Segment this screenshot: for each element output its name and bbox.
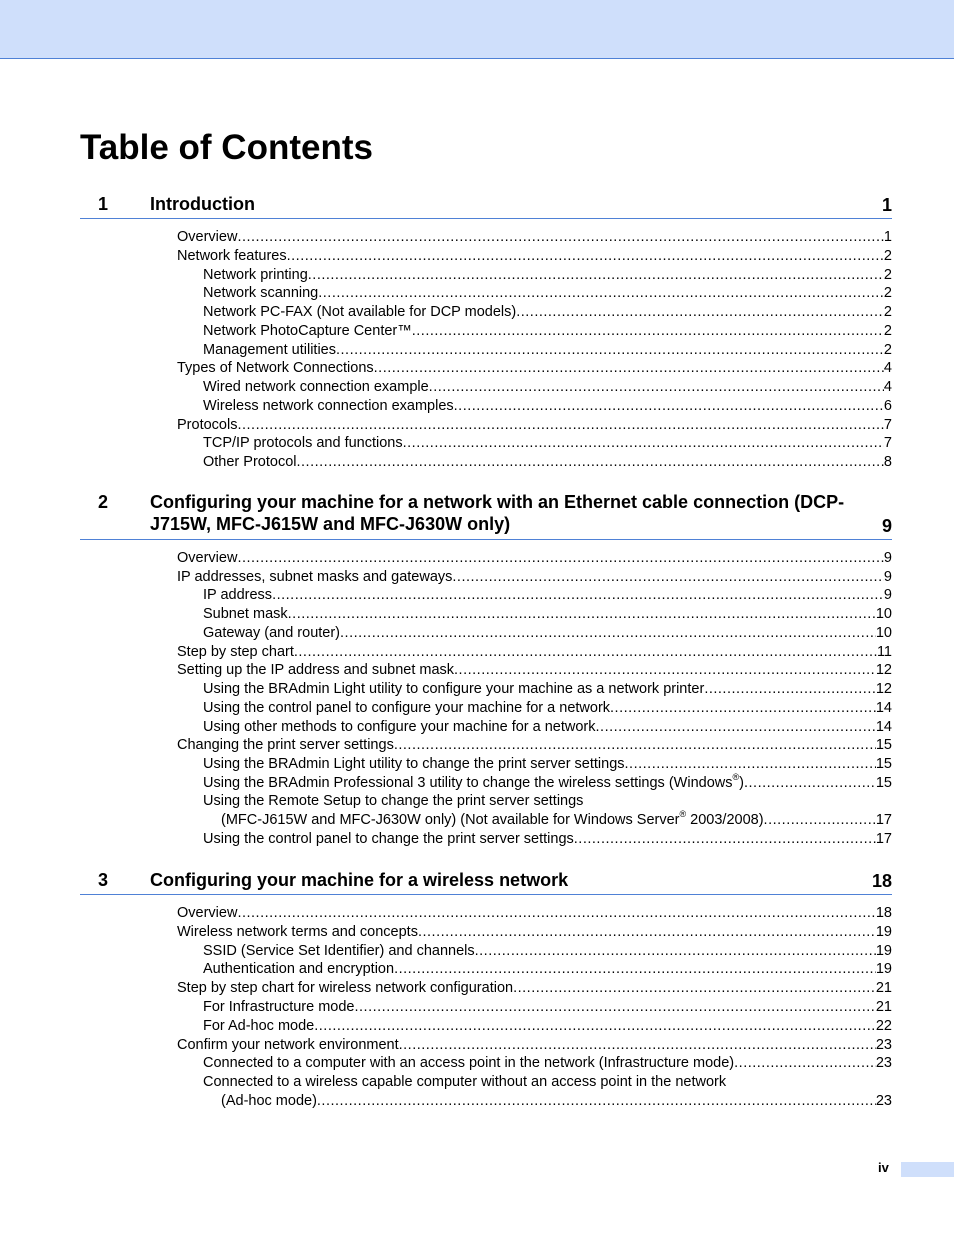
footer-tab <box>901 1162 954 1177</box>
toc-entry[interactable] <box>203 397 892 416</box>
toc-entry-title <box>203 397 454 416</box>
toc-entry-title <box>203 284 318 303</box>
dot-leader <box>429 378 884 397</box>
toc-entry[interactable] <box>177 979 892 998</box>
dot-leader <box>403 434 884 453</box>
toc-entry[interactable] <box>177 228 892 247</box>
dot-leader <box>513 979 876 998</box>
toc-entry-page: 22 <box>875 1017 892 1034</box>
toc-entry-page: 1 <box>883 229 892 245</box>
toc-entry-title <box>203 718 596 737</box>
toc-entry[interactable] <box>203 718 892 737</box>
chapter-page: 1 <box>881 195 892 215</box>
dot-leader <box>336 341 884 360</box>
toc-entry[interactable] <box>177 416 892 435</box>
toc-entry-page: 14 <box>875 699 892 716</box>
toc-entry-page: 21 <box>875 999 892 1015</box>
toc-entry[interactable] <box>203 453 892 472</box>
toc-entry-text: Using the control panel to configure your machine for a network <box>203 699 611 716</box>
dot-leader <box>314 1017 876 1036</box>
dot-leader <box>454 397 884 416</box>
toc-entry-page: 8 <box>883 454 892 471</box>
toc-entry-text: Authentication and encryption <box>203 961 395 978</box>
toc-entry-title <box>203 453 297 472</box>
toc-entry[interactable] <box>177 359 892 378</box>
chapter-page: 9 <box>881 516 892 536</box>
toc-entry-title <box>177 643 294 662</box>
toc-entry-title <box>177 549 237 568</box>
toc-entry[interactable] <box>203 266 892 285</box>
dot-leader <box>288 605 876 624</box>
toc-entry-text: Other Protocol <box>203 454 297 471</box>
dot-leader <box>412 322 884 341</box>
dot-leader <box>764 811 876 830</box>
toc-entry-page: 2 <box>883 285 892 302</box>
toc-entry-title <box>177 359 374 378</box>
dot-leader <box>475 942 876 961</box>
toc-entry-page: 14 <box>875 718 892 735</box>
toc-entry-text: Overview <box>177 229 238 245</box>
dot-leader <box>394 960 876 979</box>
dot-leader <box>394 736 876 755</box>
dot-leader <box>704 680 876 699</box>
dot-leader <box>237 228 883 247</box>
toc-entry[interactable] <box>203 830 892 849</box>
chapter-title: Introduction <box>150 194 255 214</box>
toc-entry-page: 9 <box>883 587 892 604</box>
toc-entry-page: 2 <box>883 322 892 339</box>
toc-entry-text: Protocols <box>177 416 238 433</box>
toc-entry-title <box>177 1036 399 1055</box>
toc-entry-text-suffix: ) <box>739 774 744 791</box>
chapter-1-heading[interactable] <box>80 193 892 219</box>
toc-entry-page: 9 <box>883 550 892 566</box>
toc-entry[interactable] <box>203 755 892 774</box>
toc-entry-text: (Ad-hoc mode) <box>221 1093 317 1109</box>
toc-entry-page: 23 <box>875 1036 892 1053</box>
dot-leader <box>516 303 884 322</box>
toc-entry[interactable] <box>177 549 892 568</box>
header-band <box>0 0 954 59</box>
toc-entry-page: 10 <box>875 606 892 623</box>
toc-entry-page: 7 <box>883 416 892 433</box>
toc-entry-title <box>203 942 475 961</box>
toc-entry-text: Network features <box>177 247 287 264</box>
toc-entry-title <box>177 247 287 266</box>
registered-mark: ® <box>679 809 687 820</box>
dot-leader <box>340 624 876 643</box>
toc-entry-text: TCP/IP protocols and functions <box>203 435 403 452</box>
toc-entry-text: Gateway (and router) <box>203 624 341 641</box>
dot-leader <box>355 998 876 1017</box>
dot-leader <box>317 1092 876 1111</box>
toc-entry-title <box>177 923 418 942</box>
toc-entry[interactable] <box>203 624 892 643</box>
toc-entry-title <box>203 266 308 285</box>
registered-mark: ® <box>732 771 740 782</box>
toc-entry-text: IP addresses, subnet masks and gateways <box>177 568 453 585</box>
toc-entry[interactable] <box>203 586 892 605</box>
toc-entry[interactable] <box>203 699 892 718</box>
toc-entry-text: Setting up the IP address and subnet mask <box>177 662 455 679</box>
toc-entry-title <box>221 1092 317 1111</box>
toc-entry-page: 6 <box>883 397 892 414</box>
toc-entry-text: Types of Network Connections <box>177 360 374 377</box>
toc-entry-text: Using the Remote Setup to change the print server settings <box>203 793 584 810</box>
toc-entry-page: 23 <box>875 1055 892 1072</box>
toc-entry-page: 12 <box>875 662 892 679</box>
toc-entry-title <box>177 416 237 435</box>
toc-entry[interactable] <box>203 771 892 793</box>
toc-entry-title <box>203 1073 726 1092</box>
toc-entry-page: 7 <box>883 435 892 452</box>
toc-entry-page: 4 <box>883 379 892 396</box>
toc-entry-page: 2 <box>883 341 892 358</box>
toc-entry-title <box>203 680 704 699</box>
toc-entry[interactable] <box>177 1036 892 1055</box>
dot-leader <box>237 904 875 923</box>
toc-entry-title <box>203 303 516 322</box>
toc-entry[interactable] <box>177 661 892 680</box>
dot-leader <box>625 755 876 774</box>
toc-entry-page: 21 <box>875 980 892 997</box>
toc-entry[interactable] <box>203 960 892 979</box>
chapter-number: 3 <box>98 870 109 890</box>
dot-leader <box>287 247 884 266</box>
toc-entry-title <box>203 771 744 793</box>
toc-entry-text: Step by step chart for wireless network configuration <box>177 980 514 997</box>
toc-entry-title <box>203 699 610 718</box>
toc-entry-title <box>177 979 513 998</box>
toc-entry-page: 23 <box>875 1093 892 1109</box>
toc-entry-title <box>177 568 452 587</box>
toc-entry-text: Connected to a wireless capable computer without an access point in the network <box>203 1074 727 1091</box>
dot-leader <box>374 359 884 378</box>
toc-entry-page: 4 <box>883 360 892 377</box>
dot-leader <box>297 453 884 472</box>
toc-entry[interactable] <box>203 942 892 961</box>
toc-entry-title <box>177 661 454 680</box>
toc-entry-title <box>203 960 394 979</box>
toc-entry-title <box>203 998 355 1017</box>
toc-entry-page: 2 <box>883 247 892 264</box>
toc-entry-text: Subnet mask <box>203 606 288 623</box>
toc-entry[interactable] <box>221 1092 892 1111</box>
toc-entry[interactable] <box>203 680 892 699</box>
toc-entry-title <box>203 434 403 453</box>
toc-entry-page: 15 <box>875 737 892 754</box>
toc-entry[interactable] <box>177 247 892 266</box>
toc-entry-text: Step by step chart <box>177 643 294 660</box>
dot-leader <box>318 284 884 303</box>
toc-entry-title <box>177 736 394 755</box>
chapter-2-heading[interactable] <box>80 491 892 540</box>
toc-entry-title <box>177 904 237 923</box>
dot-leader <box>272 586 884 605</box>
toc-entry-title <box>203 1017 314 1036</box>
toc-entry-title <box>203 830 574 849</box>
dot-leader <box>399 1036 876 1055</box>
toc-entry-page: 19 <box>875 961 892 978</box>
toc-entry[interactable] <box>177 923 892 942</box>
toc-entry[interactable] <box>203 303 892 322</box>
toc-entry-title <box>221 811 764 830</box>
toc-entry-text: Network printing <box>203 266 308 283</box>
toc-entry[interactable] <box>221 811 892 830</box>
chapter-title: Configuring your machine for a wireless network <box>150 870 569 890</box>
chapter-number: 2 <box>98 492 109 512</box>
toc-entry-page: 9 <box>883 568 892 585</box>
toc-entry-page: 17 <box>875 830 892 847</box>
toc-entry-text: Management utilities <box>203 341 336 358</box>
toc-entry[interactable] <box>203 998 892 1017</box>
toc-entry[interactable] <box>203 378 892 397</box>
toc-entry-text-suffix: 2003/2008) <box>686 812 764 829</box>
toc-entry-page: 10 <box>875 624 892 641</box>
toc-entry-text: For Ad-hoc mode <box>203 1017 315 1034</box>
toc-entry-title <box>177 228 237 247</box>
chapter-number: 1 <box>98 194 109 214</box>
toc-entry-page: 17 <box>875 812 892 829</box>
toc-entry-page: 15 <box>875 756 892 773</box>
dot-leader <box>454 661 876 680</box>
toc-entry-text: SSID (Service Set Identifier) and channels <box>203 942 475 959</box>
toc-entry[interactable] <box>203 1073 726 1092</box>
toc-entry-title <box>203 605 288 624</box>
toc-entry-title <box>203 322 412 341</box>
toc-entry-page: 18 <box>875 905 892 921</box>
toc-entry[interactable] <box>203 792 583 811</box>
toc-entry-text: (MFC-J615W and MFC-J630W only) (Not available for Windows Server <box>221 812 680 829</box>
toc-entry-text: Using the BRAdmin Light utility to change the print server settings <box>203 756 625 773</box>
toc-entry-text: Overview <box>177 905 238 921</box>
toc-entry-text: Network scanning <box>203 285 319 302</box>
toc-entry-title <box>203 792 583 811</box>
dot-leader <box>610 699 876 718</box>
toc-entry-text: Network PhotoCapture Center™ <box>203 322 412 339</box>
toc-entry-text: Changing the print server settings <box>177 737 394 754</box>
toc-entry-text: IP address <box>203 587 273 604</box>
toc-entry[interactable] <box>203 605 892 624</box>
toc-entry-text: Using other methods to configure your machine for a network <box>203 718 596 735</box>
toc-entry-page: 19 <box>875 923 892 940</box>
toc-entry-text: Confirm your network environment <box>177 1036 399 1053</box>
dot-leader <box>452 568 884 587</box>
toc-entry-text: Overview <box>177 550 238 566</box>
dot-leader <box>308 266 884 285</box>
toc-entry-page: 2 <box>883 266 892 283</box>
toc-entry-text: Using the BRAdmin Professional 3 utility to change the wireless settings (Windows <box>203 774 733 791</box>
toc-entry-page: 19 <box>875 942 892 959</box>
chapter-3-heading[interactable] <box>80 869 892 895</box>
toc-entry-text: For Infrastructure mode <box>203 999 355 1015</box>
toc-entry-title <box>203 755 625 774</box>
dot-leader <box>734 1054 876 1073</box>
toc-entry-text: Wireless network terms and concepts <box>177 923 418 940</box>
dot-leader <box>294 643 877 662</box>
dot-leader <box>237 549 883 568</box>
toc-entry[interactable] <box>203 1054 892 1073</box>
toc-entry-text: Network PC-FAX (Not available for DCP models) <box>203 304 517 321</box>
toc-entry-page: 15 <box>875 774 892 791</box>
toc-entry[interactable] <box>177 568 892 587</box>
toc-entry-title <box>203 586 272 605</box>
page-number: iv <box>878 1160 889 1175</box>
toc-entry-text: Connected to a computer with an access point in the network (Infrastructure mode) <box>203 1055 735 1072</box>
toc-entry[interactable] <box>177 736 892 755</box>
chapter-title: Configuring your machine for a network with an Ethernet cable connection (DCP-J715W, MFC-J615W and MFC-J630W only) <box>150 492 845 534</box>
dot-leader <box>574 830 876 849</box>
toc-entry-title <box>203 624 340 643</box>
toc-entry[interactable] <box>177 643 892 662</box>
toc-entry[interactable] <box>203 341 892 360</box>
dot-leader <box>237 416 883 435</box>
toc-entry-title <box>203 378 429 397</box>
toc-entry[interactable] <box>203 434 892 453</box>
toc-entry[interactable] <box>203 1017 892 1036</box>
toc-entry-page: 11 <box>876 643 892 660</box>
toc-entry-text: Wired network connection example <box>203 379 429 396</box>
toc-entry-title <box>203 1054 734 1073</box>
toc-entry[interactable] <box>203 284 892 303</box>
toc-entry-title <box>203 341 336 360</box>
toc-entry-text: Wireless network connection examples <box>203 397 454 414</box>
dot-leader <box>596 718 876 737</box>
toc-entry-page: 2 <box>883 304 892 321</box>
toc-entry-text: Using the BRAdmin Light utility to configure your machine as a network printer <box>203 681 705 698</box>
chapter-page: 18 <box>871 871 892 891</box>
toc-entry-page: 12 <box>875 681 892 698</box>
toc-entry-text: Using the control panel to change the print server settings <box>203 830 574 847</box>
toc-entry[interactable] <box>177 904 892 923</box>
page-title: Table of Contents <box>80 128 373 167</box>
toc-entry[interactable] <box>203 322 892 341</box>
dot-leader <box>418 923 876 942</box>
dot-leader <box>744 774 876 793</box>
